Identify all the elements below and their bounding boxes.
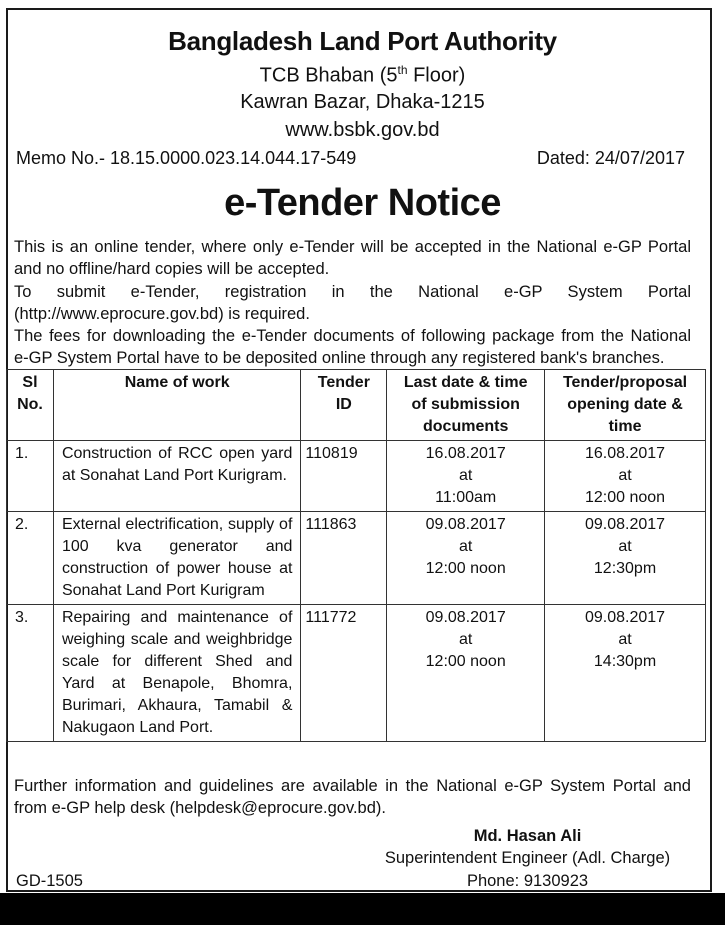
row-opening-date: 16.08.2017 at 12:00 noon [545, 441, 706, 512]
website-link[interactable]: www.bsbk.gov.bd [285, 119, 440, 141]
gd-number: GD-1505 [16, 872, 83, 890]
memo-number: Memo No.- 18.15.0000.023.14.044.17-549 [16, 148, 357, 168]
intro-para3-line2: e-GP System Portal have to be deposited online through any registered bank's branches. [14, 349, 665, 367]
row-tender-id: 110819 [301, 441, 387, 512]
intro-para1-line1: This is an online tender, where only e-Tender will be accepted in the National e-GP Portal [14, 238, 691, 256]
row-tender-id: 111772 [301, 605, 387, 742]
row-sl: 2. [7, 512, 54, 605]
header-sl: Sl No. [7, 370, 54, 441]
intro-para2-line2: (http://www.eprocure.gov.bd) is required. [14, 305, 310, 323]
memo-date: Dated: 24/07/2017 [536, 148, 685, 168]
signatory-phone: Phone: 9130923 [466, 872, 589, 890]
row-work: Repairing and maintenance of weighing scale and weighbridge scale for different Shed and Yard at Benapole, Bhomra, Burimari, Akhaura, Tamabil & Nakugaon Land Port. [53, 605, 300, 742]
row-last-date: 09.08.2017 at 12:00 noon [387, 512, 545, 605]
notice-title: e-Tender Notice [224, 182, 501, 224]
tender-table [6, 369, 706, 742]
row-last-date: 09.08.2017 at 12:00 noon [387, 605, 545, 742]
intro-para2-line1: To submit e-Tender, registration in the National e-GP System Portal [14, 283, 691, 301]
street-address: Kawran Bazar, Dhaka-1215 [240, 91, 485, 113]
intro-para3-line1: The fees for downloading the e-Tender documents of following package from the National [14, 327, 691, 345]
row-tender-id: 111863 [301, 512, 387, 605]
row-last-date: 16.08.2017 at 11:00am [387, 441, 545, 512]
row-work: External electrification, supply of 100 kva generator and construction of power house at Sonahat Land Port Kurigram [53, 512, 300, 605]
signatory-name: Md. Hasan Ali [473, 827, 582, 845]
header-opening-date: Tender/proposal opening date & time [545, 370, 706, 441]
header-tender-id: Tender ID [301, 370, 387, 441]
header-last-date: Last date & time of submission documents [387, 370, 545, 441]
row-sl: 3. [7, 605, 54, 742]
row-sl: 1. [7, 441, 54, 512]
signatory-designation: Superintendent Engineer (Adl. Charge) [384, 849, 671, 867]
row-work: Construction of RCC open yard at Sonahat Land Port Kurigram. [53, 441, 300, 512]
further-information: Further information and guidelines are available in the National e-GP System Portal and from e-GP help desk (helpdesk@eprocure.gov.bd). [14, 777, 691, 817]
table-header-row [7, 370, 706, 441]
building-address: TCB Bhaban (5th Floor) [259, 63, 466, 87]
table-row [7, 605, 706, 742]
header-name-of-work: Name of work [53, 370, 300, 441]
row-opening-date: 09.08.2017 at 14:30pm [545, 605, 706, 742]
bottom-black-bar [0, 893, 725, 925]
intro-para1-line2: and no offline/hard copies will be accepted. [14, 260, 330, 278]
table-row [7, 441, 706, 512]
table-row [7, 512, 706, 605]
organization-name: Bangladesh Land Port Authority [168, 26, 557, 56]
row-opening-date: 09.08.2017 at 12:30pm [545, 512, 706, 605]
